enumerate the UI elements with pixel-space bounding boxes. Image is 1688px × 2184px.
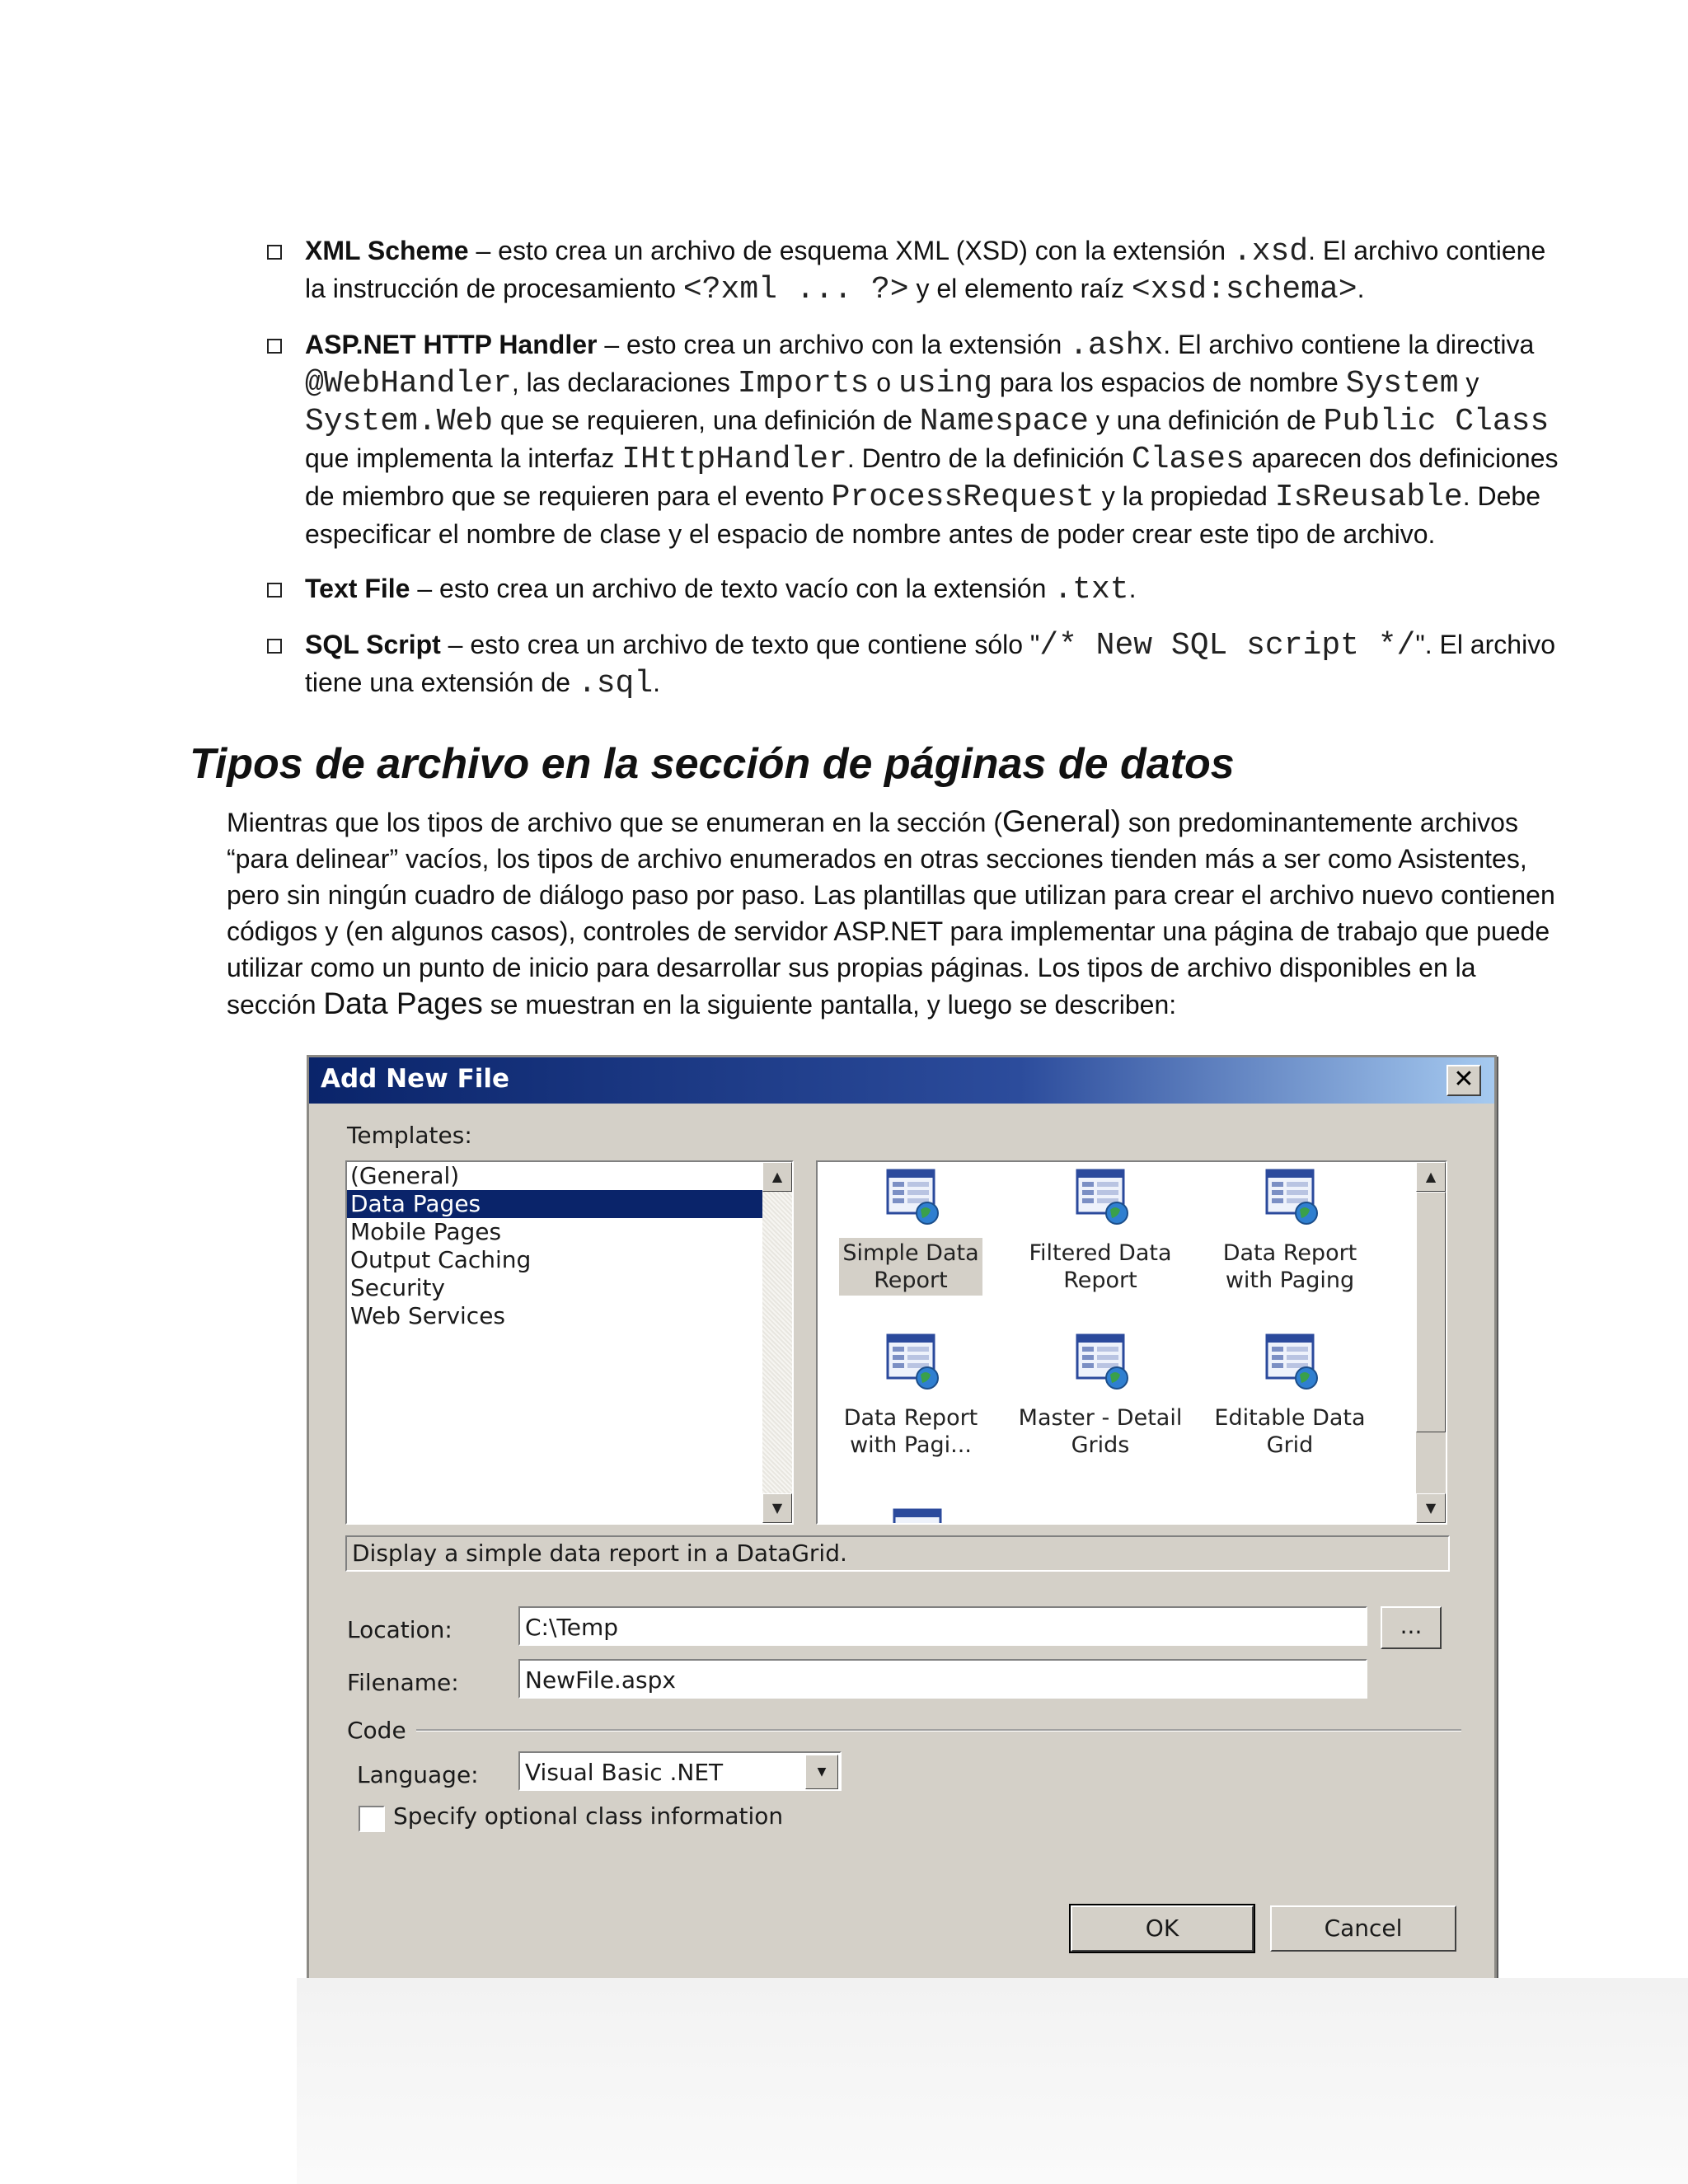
- code-token: .xsd: [1232, 234, 1309, 269]
- data-page-icon: [1257, 1332, 1323, 1394]
- category-items: [347, 1162, 792, 1330]
- template-label: Simple Data Report: [839, 1238, 982, 1296]
- bullet-text-run: para los espacios de nombre: [992, 368, 1346, 397]
- cancel-button[interactable]: Cancel: [1270, 1905, 1456, 1952]
- optional-class-checkbox[interactable]: [359, 1806, 385, 1832]
- bullet-term: ASP.NET HTTP Handler: [305, 330, 598, 359]
- category-item[interactable]: (General): [350, 1162, 460, 1189]
- data-page-icon: [1257, 1167, 1323, 1230]
- template-tile[interactable]: [1014, 1167, 1187, 1296]
- category-item[interactable]: Web Services: [350, 1302, 506, 1329]
- scroll-down-icon[interactable]: ▼: [762, 1493, 792, 1523]
- data-page-icon: [884, 1492, 950, 1525]
- language-label: Language:: [357, 1761, 479, 1788]
- bullet-text-run: . Debe especificar el nombre de clase y el espacio de nombre antes de poder crear este tipo de archivo.: [305, 481, 1541, 549]
- bullet-term: SQL Script: [305, 630, 441, 659]
- code-token: .sql: [577, 666, 654, 701]
- category-item[interactable]: Output Caching: [350, 1246, 532, 1273]
- code-token: <?xml ... ?>: [682, 272, 909, 307]
- page-bottom-shade: [297, 1978, 1688, 2184]
- bullet-text-run: o: [869, 368, 898, 397]
- body-paragraph: [227, 804, 1566, 1023]
- dialog-title: Add New File: [321, 1064, 510, 1094]
- bullet-text-run: y: [1458, 368, 1479, 397]
- bullet-box-icon: [267, 339, 282, 354]
- bullet-text-run: que implementa la interfaz: [305, 443, 622, 473]
- bullet-text-run: aparecen dos definiciones de miembro que se requieren para el evento: [305, 443, 1559, 511]
- add-new-file-dialog: [307, 1055, 1497, 1983]
- code-token: System.Web: [305, 404, 494, 439]
- templates-label: Templates:: [347, 1122, 472, 1149]
- bullet-text-run: – esto crea un archivo de texto vacío con la extensión: [410, 574, 1054, 603]
- chevron-down-icon[interactable]: ▼: [805, 1755, 838, 1789]
- bullet-text-run: .: [1128, 574, 1137, 603]
- bullet-term: XML Scheme: [305, 236, 469, 265]
- scroll-up-icon[interactable]: ▲: [762, 1162, 792, 1192]
- scroll-down-icon[interactable]: ▼: [1416, 1493, 1446, 1523]
- code-token: using: [898, 366, 993, 401]
- close-icon[interactable]: ✕: [1447, 1065, 1481, 1096]
- filename-label: Filename:: [347, 1669, 459, 1696]
- code-token: @WebHandler: [305, 366, 512, 401]
- bullet-xml-scheme: [265, 232, 1568, 308]
- template-tile-partial[interactable]: [831, 1492, 1004, 1525]
- code-token: /* New SQL script */: [1039, 628, 1416, 663]
- template-tile[interactable]: [824, 1332, 997, 1460]
- template-tile[interactable]: [1203, 1167, 1376, 1296]
- bullet-text-run: ". El archivo tiene una extensión de: [305, 630, 1555, 697]
- template-scrollbar[interactable]: [1416, 1162, 1446, 1523]
- code-token: .ashx: [1069, 328, 1164, 363]
- bullet-text-run: .: [1357, 274, 1365, 303]
- bullet-box-icon: [267, 245, 282, 260]
- section-title: Tipos de archivo en la sección de páginas de datos: [190, 740, 1235, 788]
- data-page-icon: [1067, 1167, 1133, 1230]
- code-token: <xsd:schema>: [1131, 272, 1357, 307]
- template-icon-panel[interactable]: [816, 1160, 1447, 1525]
- bullet-box-icon: [267, 639, 282, 654]
- bullet-text-file: [265, 570, 1568, 608]
- paragraph-general-term: General): [1001, 804, 1121, 838]
- optional-class-label[interactable]: Specify optional class information: [393, 1802, 784, 1830]
- category-list[interactable]: [345, 1160, 794, 1525]
- template-label: Editable Data Grid: [1214, 1405, 1366, 1458]
- template-label: Data Report with Paging: [1222, 1240, 1357, 1293]
- code-group-label: Code: [347, 1717, 406, 1744]
- bullet-list: [265, 232, 1568, 720]
- template-description: Display a simple data report in a DataGrid.: [345, 1535, 1450, 1572]
- paragraph-text: se muestran en la siguiente pantalla, y luego se describen:: [482, 990, 1177, 1019]
- bullet-text-run: – esto crea un archivo de esquema XML (XSD) con la extensión: [468, 236, 1233, 265]
- scroll-up-icon[interactable]: ▲: [1416, 1162, 1446, 1192]
- bullet-text-run: que se requieren, una definición de: [493, 405, 920, 435]
- bullet-text-run: , las declaraciones: [511, 368, 738, 397]
- code-token: .txt: [1053, 572, 1129, 607]
- code-token: IHttpHandler: [621, 442, 847, 477]
- data-page-icon: [878, 1167, 944, 1230]
- bullet-term: Text File: [305, 574, 410, 603]
- filename-input[interactable]: NewFile.aspx: [518, 1659, 1367, 1699]
- bullet-text: [305, 330, 1558, 549]
- template-tile[interactable]: [1014, 1332, 1187, 1460]
- bullet-text: [305, 628, 1555, 701]
- template-label: Master - Detail Grids: [1018, 1405, 1183, 1458]
- template-label: Filtered Data Report: [1029, 1240, 1172, 1293]
- bullet-text-run: .: [653, 668, 661, 697]
- category-scrollbar[interactable]: [762, 1162, 792, 1523]
- data-page-icon: [878, 1332, 944, 1394]
- bullet-text-run: y el elemento raíz: [908, 274, 1132, 303]
- code-token: Imports: [737, 366, 870, 401]
- bullet-text: [305, 234, 1546, 307]
- bullet-text-run: . El archivo contiene la instrucción de procesamiento: [305, 236, 1546, 303]
- bullet-http-handler: [265, 326, 1568, 552]
- category-item[interactable]: Security: [350, 1274, 445, 1301]
- code-token: Public Class: [1323, 404, 1550, 439]
- bullet-sql-script: [265, 626, 1568, 702]
- paragraph-text: son predominantemente archivos “para delinear” vacíos, los tipos de archivo enumerados en otras secciones tienden más a ser como Asistentes, pero sin ningún cuadro de diálogo paso por paso. Las plantillas que utilizan para crear el archivo nuevo contienen códigos y (en algunos casos), controles de servidor ASP.NET para implementar una página de trabajo que puede utilizar como un punto de inicio para desarrollar sus propias páginas. Los tipos de archivo disponibles en la sección: [227, 808, 1555, 1019]
- paragraph-data-pages-term: Data Pages: [323, 987, 483, 1020]
- dialog-titlebar[interactable]: [309, 1057, 1494, 1104]
- template-tile[interactable]: [1203, 1332, 1376, 1460]
- language-select[interactable]: [518, 1751, 842, 1791]
- bullet-text-run: – esto crea un archivo de texto que contiene sólo ": [440, 630, 1040, 659]
- browse-button[interactable]: ...: [1381, 1606, 1442, 1649]
- ok-button[interactable]: OK: [1071, 1905, 1254, 1952]
- template-label: Data Report with Pagi...: [843, 1405, 978, 1458]
- bullet-text-run: y una definición de: [1088, 405, 1324, 435]
- bullet-text-run: – esto crea un archivo con la extensión: [597, 330, 1070, 359]
- code-token: Namespace: [919, 404, 1089, 439]
- bullet-box-icon: [267, 583, 282, 598]
- location-input[interactable]: C:\Temp: [518, 1606, 1367, 1646]
- paragraph-text: Mientras que los tipos de archivo que se enumeran en la sección (: [227, 808, 1002, 837]
- bullet-text: [305, 572, 1137, 607]
- code-token: IsReusable: [1274, 480, 1463, 515]
- code-group-divider: [416, 1729, 1461, 1732]
- code-token: Clases: [1131, 442, 1245, 477]
- bullet-text-run: . El archivo contiene la directiva: [1163, 330, 1535, 359]
- language-value: Visual Basic .NET: [525, 1759, 724, 1786]
- bullet-text-run: y la propiedad: [1094, 481, 1275, 511]
- template-tile[interactable]: [824, 1167, 997, 1296]
- scroll-thumb[interactable]: [1416, 1192, 1446, 1432]
- data-page-icon: [1067, 1332, 1133, 1394]
- bullet-text-run: . Dentro de la definición: [846, 443, 1132, 473]
- category-item[interactable]: Mobile Pages: [350, 1218, 502, 1245]
- code-token: ProcessRequest: [831, 480, 1095, 515]
- code-token: System: [1345, 366, 1459, 401]
- category-item[interactable]: Data Pages: [347, 1190, 763, 1218]
- location-label: Location:: [347, 1616, 452, 1643]
